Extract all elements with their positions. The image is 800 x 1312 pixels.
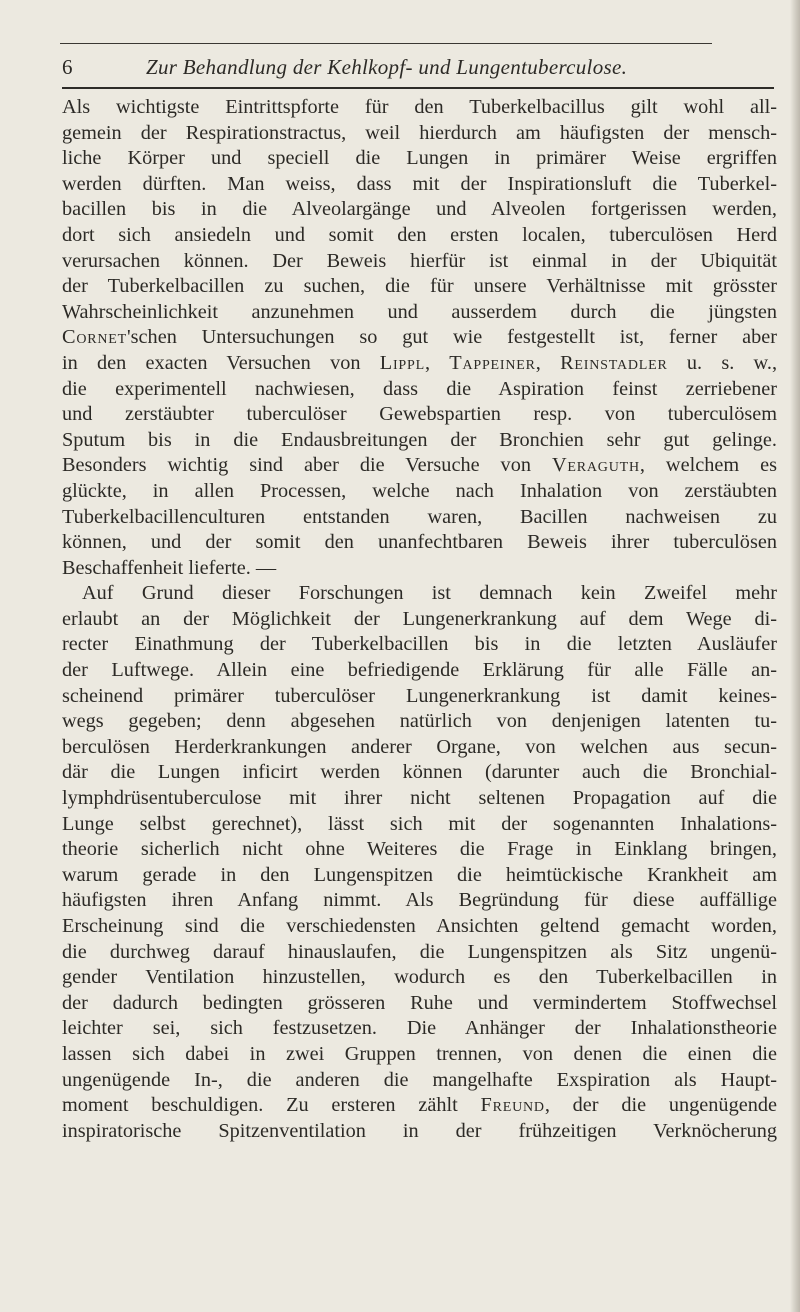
line-text: , welchem es xyxy=(639,454,777,477)
text-line: lassen sich dabei in zwei Gruppen trennen, von denen die einen die xyxy=(62,1042,777,1065)
text-line xyxy=(62,453,777,479)
page-header xyxy=(62,55,774,85)
text-line: ungenügende In-, die anderen die mangelhafte Exspiration als Haupt- xyxy=(62,1068,777,1091)
text-line: die experimentell nachwiesen, dass die Aspiration feinst zerriebener xyxy=(62,377,777,400)
line-text: moment beschuldigen. Zu ersteren zählt xyxy=(62,1094,481,1117)
body-text xyxy=(62,95,777,1144)
text-line: recter Einathmung der Tuberkelbacillen bis in die letzten Ausläufer xyxy=(62,633,777,656)
text-line: där die Lungen inficirt werden können (darunter auch die Bronchial- xyxy=(62,761,777,784)
text-line: Wahrscheinlichkeit anzunehmen und ausserdem durch die jüngsten xyxy=(62,300,777,323)
author-name-veraguth: Veraguth xyxy=(551,454,640,477)
text-line: der Luftwege. Allein eine befriedigende Erklärung für alle Fälle an- xyxy=(62,659,777,682)
text-line: Sputum bis in die Endausbreitungen der Bronchien sehr gut gelinge. xyxy=(62,428,777,451)
page-edge-shadow xyxy=(790,0,800,1312)
text-line: und zerstäubter tuberculöser Gewebspartien resp. von tuberculösem xyxy=(62,403,777,426)
text-line: verursachen können. Der Beweis hierfür ist einmal in der Ubiquität xyxy=(62,249,777,272)
text-line: der Tuberkelbacillen zu suchen, die für unsere Verhältnisse mit grösster xyxy=(62,275,777,298)
text-line: gemein der Respirationstractus, weil hierdurch am häufigsten der mensch- xyxy=(62,121,777,144)
separator: , xyxy=(424,351,450,374)
text-line: inspiratorische Spitzenventilation in der frühzeitigen Verknöcherung xyxy=(62,1119,777,1142)
text-line: gender Ventilation hinzustellen, wodurch es den Tuberkelbacillen in xyxy=(62,966,777,989)
author-name-tappeiner: Tappeiner xyxy=(449,351,536,374)
text-line: leichter sei, sich festzusetzen. Die Anhänger der Inhalationstheorie xyxy=(62,1017,777,1040)
author-name-freund: Freund xyxy=(480,1094,545,1117)
line-text: , der die ungenügende xyxy=(544,1094,777,1117)
text-line xyxy=(62,1093,777,1119)
separator: , xyxy=(535,351,561,374)
author-name-reinstadler: Reinstadler xyxy=(560,351,668,374)
text-line: Auf Grund dieser Forschungen ist demnach kein Zweifel mehr xyxy=(82,582,777,605)
text-line: Lunge selbst gerechnet), lässt sich mit der sogenannten Inhalations- xyxy=(62,812,777,835)
top-rule xyxy=(60,43,712,44)
text-line xyxy=(62,351,777,377)
text-line: liche Körper und speciell die Lungen in primärer Weise ergriffen xyxy=(62,147,777,170)
line-text: u. s. w., xyxy=(667,351,778,374)
running-title: Zur Behandlung der Kehlkopf- und Lungentuberculose. xyxy=(146,55,628,79)
text-line: warum gerade in den Lungenspitzen die heimtückische Krankheit am xyxy=(62,863,777,886)
author-name-cornet: Cornet xyxy=(62,326,127,349)
text-line: Als wichtigste Eintrittspforte für den Tuberkelbacillus gilt wohl all- xyxy=(62,96,777,118)
text-line: der dadurch bedingten grösseren Ruhe und vermindertem Stoffwechsel xyxy=(62,991,777,1014)
author-name-lippl: Lippl xyxy=(379,351,425,374)
text-line: theorie sicherlich nicht ohne Weiteres die Frage in Einklang bringen, xyxy=(62,838,777,861)
page-number: 6 xyxy=(62,55,73,79)
text-line: dort sich ansiedeln und somit den ersten localen, tuberculösen Herd xyxy=(62,223,777,246)
text-line: die durchweg darauf hinauslaufen, die Lungenspitzen als Sitz ungenü- xyxy=(62,940,777,963)
line-text: 'schen Untersuchungen so gut wie festgestellt ist, ferner aber xyxy=(127,326,777,349)
text-line: können, und der somit den unanfechtbaren Beweis ihrer tuberculösen xyxy=(62,531,777,554)
text-line: werden dürften. Man weiss, dass mit der Inspirationsluft die Tuberkel- xyxy=(62,172,777,195)
text-line: Tuberkelbacillenculturen entstanden waren, Bacillen nachweisen zu xyxy=(62,505,777,528)
text-line: häufigsten ihren Anfang nimmt. Als Begründung für diese auffällige xyxy=(62,889,777,912)
header-rule xyxy=(62,87,774,89)
text-line: bacillen bis in die Alveolargänge und Alveolen fortgerissen werden, xyxy=(62,198,777,221)
text-line: lymphdrüsentuberculose mit ihrer nicht seltenen Propagation auf die xyxy=(62,787,777,810)
line-text: in den exacten Versuchen von xyxy=(62,351,380,374)
text-line: glückte, in allen Processen, welche nach Inhalation von zerstäubten xyxy=(62,479,777,502)
text-line: Beschaffenheit lieferte. — xyxy=(62,556,277,579)
text-line xyxy=(62,325,777,351)
line-text: Besonders wichtig sind aber die Versuche von xyxy=(62,454,552,477)
text-line: berculösen Herderkrankungen anderer Organe, von welchen aus secun- xyxy=(62,735,777,758)
text-line: scheinend primärer tuberculöser Lungenerkrankung ist damit keines- xyxy=(62,684,777,707)
text-line: erlaubt an der Möglichkeit der Lungenerkrankung auf dem Wege di- xyxy=(62,607,777,630)
text-line: Erscheinung sind die verschiedensten Ansichten geltend gemacht worden, xyxy=(62,915,777,937)
text-line: wegs gegeben; denn abgesehen natürlich von denjenigen latenten tu- xyxy=(62,710,777,733)
